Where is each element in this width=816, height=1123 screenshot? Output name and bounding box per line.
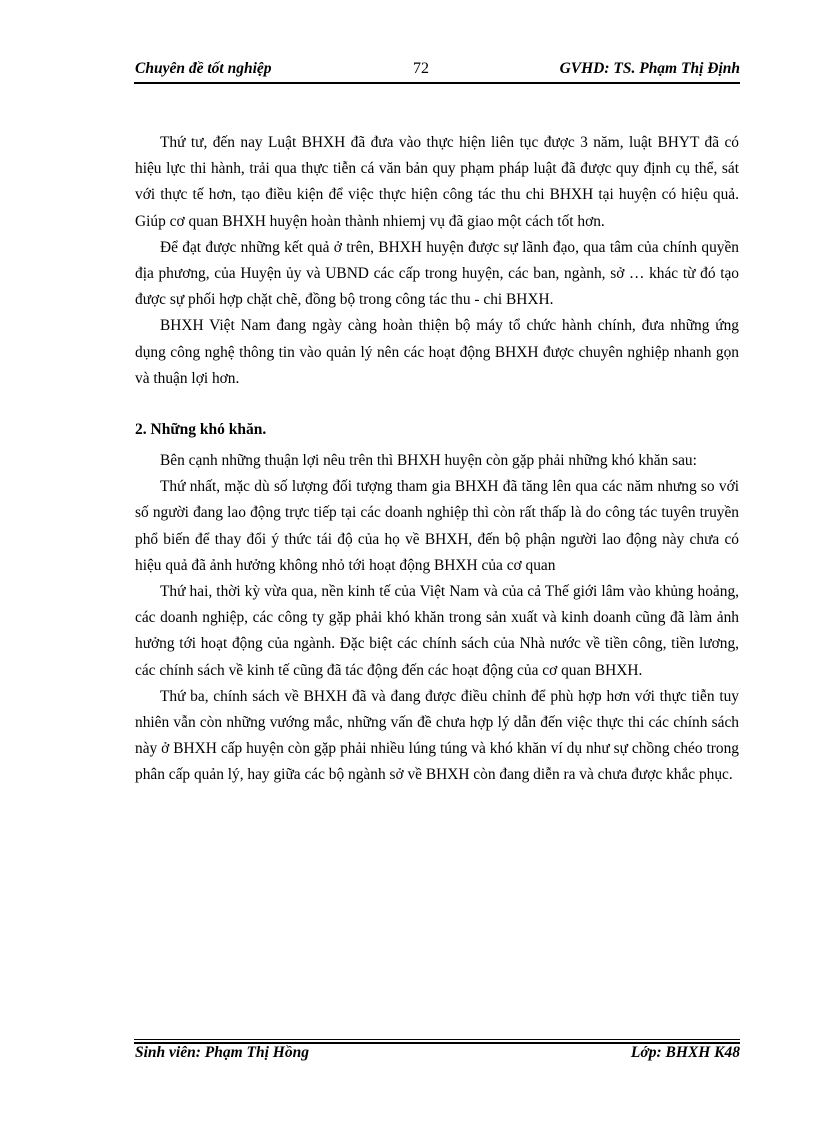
section-heading-difficulties: 2. Những khó khăn. — [135, 421, 267, 439]
footer-rule-thin — [134, 1039, 740, 1040]
paragraph-leadership: Để đạt được những kết quả ở trên, BHXH huyện được sự lãnh đạo, qua tâm của chính quyền địa phương, của Huyện ủy và UBND các cấp trong huyện, các ban, ngành, sở … khác từ đó tạo được sự phối hợp chặt chẽ, đồng bộ trong công tác thu - chi BHXH. — [135, 238, 739, 309]
paragraph-fourth-point: Thứ tư, đến nay Luật BHXH đã đưa vào thực hiện liên tục được 3 năm, luật BHYT đã có hiệu lực thi hành, trải qua thực tiễn cá văn bản quy phạm pháp luật đã được quy định cụ thể, sát với thực tế hơn, tạo điều kiện để việc thực hiện công tác thu chi BHXH tại huyện có hiệu quả. Giúp cơ quan BHXH huyện hoàn thành nhiemj vụ đã giao một cách tốt hơn. — [135, 134, 739, 230]
paragraph-second-difficulty: Thứ hai, thời kỳ vừa qua, nền kinh tế của Việt Nam và của cả Thế giới lâm vào khủng hoảng, các doanh nghiệp, các công ty gặp phải khó khăn trong sản xuất và kinh doanh cũng đã làm ảnh hưởng tới hoạt động của ngành. Đặc biệt các chính sách của Nhà nước về tiền công, tiền lương, các chính sách về kinh tế cũng đã tác động đến các hoạt động của cơ quan BHXH. — [135, 583, 739, 679]
footer-student: Sinh viên: Phạm Thị Hồng — [135, 1044, 309, 1061]
footer-class: Lớp: BHXH K48 — [630, 1044, 740, 1061]
header-rule — [134, 82, 740, 84]
header-advisor: GVHD: TS. Phạm Thị Định — [559, 60, 740, 77]
paragraph-third-difficulty: Thứ ba, chính sách về BHXH đã và đang được điều chỉnh để phù hợp hơn với thực tiễn tuy nhiên vẫn còn những vướng mắc, những vấn đề chưa hợp lý dẫn đến việc thực thi các chính sách này ở BHXH cấp huyện còn gặp phải nhiều lúng túng và khó khăn ví dụ như sự chồng chéo trong phân cấp quản lý, hay giữa các bộ ngành sở về BHXH còn đang diễn ra và chưa được khắc phục. — [135, 687, 739, 784]
header-thesis-title: Chuyên đề tốt nghiệp — [135, 60, 272, 77]
document-body — [135, 130, 739, 789]
paragraph-bhxh-vietnam: BHXH Việt Nam đang ngày càng hoàn thiện bộ máy tổ chức hành chính, đưa những ứng dụng công nghệ thông tin vào quản lý nên các hoạt động BHXH được chuyên nghiệp nhanh gọn và thuận lợi hơn. — [135, 317, 739, 387]
page-footer — [135, 1044, 740, 1064]
header-page-number: 72 — [413, 60, 429, 77]
paragraph-first-difficulty: Thứ nhất, mặc dù số lượng đối tượng tham gia BHXH đã tăng lên qua các năm nhưng so với số người đang lao động trực tiếp tại các doanh nghiệp thì còn rất thấp là do công tác tuyên truyền phổ biến để thay đổi ý thức tái độ của họ về BHXH, đến bộ phận người lao động này chưa có hiệu quả đã ảnh hưởng không nhỏ tới hoạt động BHXH của cơ quan — [135, 478, 739, 574]
paragraph-difficulties-intro: Bên cạnh những thuận lợi nêu trên thì BHXH huyện còn gặp phải những khó khăn sau: — [160, 452, 697, 470]
page-header — [135, 60, 740, 80]
